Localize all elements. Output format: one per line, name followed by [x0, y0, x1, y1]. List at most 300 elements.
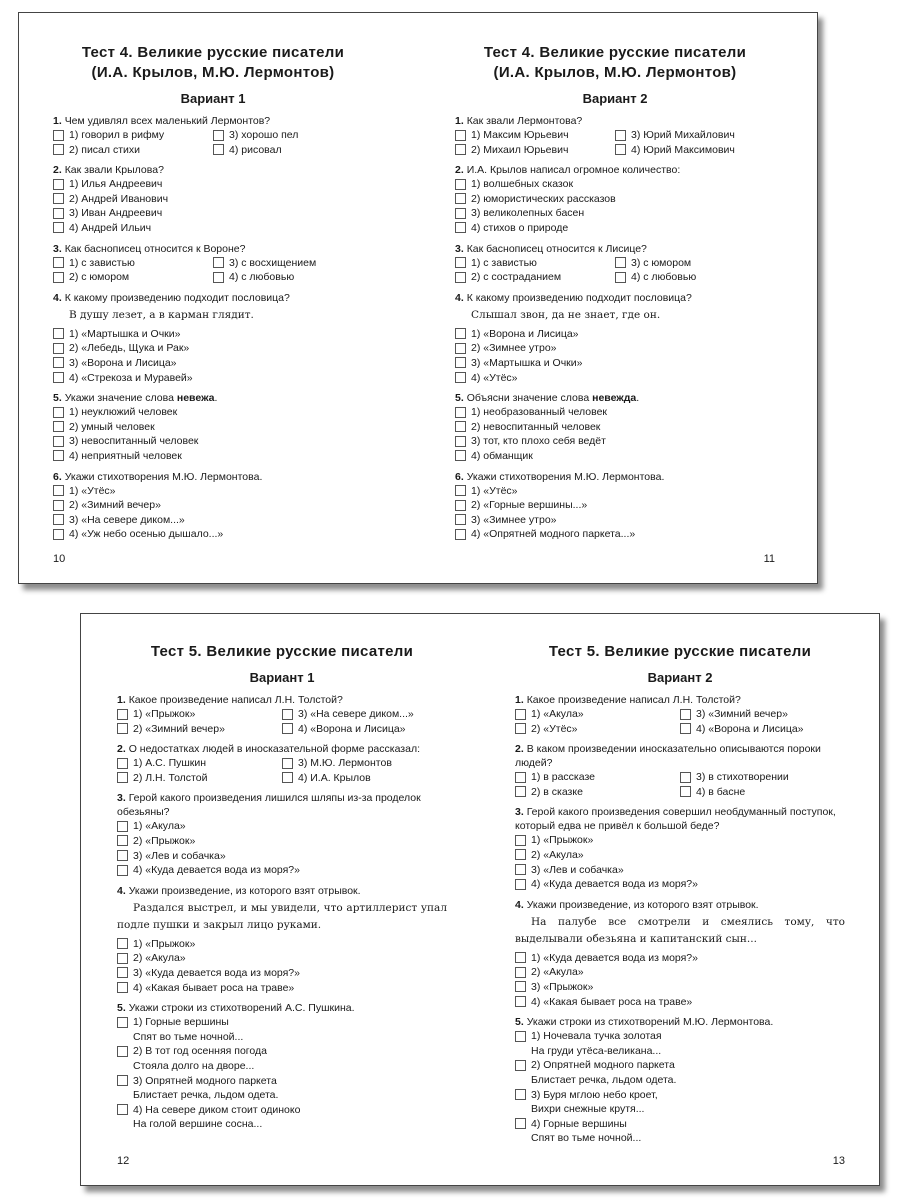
page-title: (И.А. Крылов, М.Ю. Лермонтов): [91, 64, 335, 81]
checkbox[interactable]: [117, 953, 128, 964]
checkbox[interactable]: [455, 272, 466, 283]
question-text: [455, 470, 775, 484]
answer-option[interactable]: [117, 966, 447, 981]
answer-option[interactable]: [515, 1117, 845, 1146]
checkbox[interactable]: [53, 208, 64, 219]
answer-option[interactable]: [53, 143, 213, 158]
answer-option-label: 1) «Куда девается вода из моря?»: [531, 951, 698, 964]
answer-option-label: 3) «Ворона и Лисица»: [69, 356, 177, 369]
question-text: [455, 291, 775, 305]
checkbox[interactable]: [515, 1060, 526, 1071]
answer-options: [117, 707, 447, 736]
answer-option[interactable]: [515, 980, 845, 995]
answer-option[interactable]: [515, 785, 680, 800]
answer-option[interactable]: [117, 1015, 447, 1044]
checkbox[interactable]: [455, 193, 466, 204]
answer-option[interactable]: [515, 995, 845, 1010]
answer-option-label: 4) «Куда девается вода из моря?»: [133, 864, 300, 877]
answer-option[interactable]: [515, 770, 680, 785]
answer-option[interactable]: [455, 221, 775, 236]
checkbox[interactable]: [117, 938, 128, 949]
answer-option[interactable]: [213, 128, 373, 143]
answer-option-label: 3) Буря мглою небо кроет, Вихри снежные крутя...: [531, 1088, 658, 1116]
question-text: [515, 1015, 845, 1029]
answer-option[interactable]: [455, 513, 775, 528]
answer-option-label: 1) с завистью: [69, 256, 135, 269]
checkbox[interactable]: [455, 407, 466, 418]
answer-option[interactable]: [455, 128, 615, 143]
checkbox[interactable]: [455, 328, 466, 339]
question-number: 1.: [53, 115, 62, 127]
question: [455, 391, 775, 463]
answer-option[interactable]: [117, 937, 447, 952]
answer-option-label: 4) Юрий Максимович: [631, 143, 735, 156]
checkbox[interactable]: [455, 357, 466, 368]
answer-option-label: 4) «Куда девается вода из моря?»: [531, 878, 698, 891]
answer-option[interactable]: [53, 527, 373, 542]
answer-option-label: 2) В тот год осенняя погода Стояла долго на дворе...: [133, 1045, 267, 1072]
answer-option[interactable]: [53, 434, 373, 449]
answer-option[interactable]: [117, 834, 447, 849]
answer-options: [53, 128, 373, 157]
checkbox[interactable]: [282, 709, 293, 720]
answer-options: [515, 770, 845, 799]
answer-option-label: 3) «Лев и собачка»: [531, 863, 624, 876]
question-prompt: Какое произведение написал Л.Н. Толстой?: [526, 694, 741, 706]
question-prompt: Как звали Крылова?: [64, 164, 164, 177]
checkbox[interactable]: [615, 272, 626, 283]
question-prompt: Укажи значение слова: [64, 392, 174, 405]
answer-option-label: 2) умный человек: [69, 420, 155, 433]
checkbox[interactable]: [53, 179, 64, 190]
checkbox[interactable]: [117, 850, 128, 861]
answer-option[interactable]: [53, 341, 373, 356]
answer-option[interactable]: [455, 498, 775, 513]
answer-option[interactable]: [117, 707, 282, 722]
answer-option[interactable]: [117, 1074, 447, 1103]
answer-option[interactable]: [515, 965, 845, 980]
question: [117, 884, 447, 995]
answer-option[interactable]: [213, 143, 373, 158]
checkbox[interactable]: [680, 786, 691, 797]
answer-option-label: 1) «Прыжок»: [531, 834, 594, 847]
page-title: Тест 5. Великие русские писатели: [150, 643, 414, 660]
checkbox[interactable]: [117, 758, 128, 769]
variant-heading: Вариант 2: [647, 670, 713, 685]
answer-option[interactable]: [53, 449, 373, 464]
checkbox[interactable]: [53, 450, 64, 461]
answer-option[interactable]: [53, 206, 373, 221]
checkbox[interactable]: [515, 849, 526, 860]
answer-option[interactable]: [455, 327, 775, 342]
checkbox[interactable]: [282, 772, 293, 783]
question-text: [117, 1001, 447, 1015]
checkbox[interactable]: [53, 529, 64, 540]
answer-option[interactable]: [455, 177, 775, 192]
answer-option[interactable]: [117, 863, 447, 878]
question-number: 6.: [455, 470, 464, 483]
checkbox[interactable]: [53, 144, 64, 155]
answer-option-label: 2) писал стихи: [69, 143, 140, 156]
checkbox[interactable]: [515, 981, 526, 992]
question-prompt: В каком произведении иносказательно описываются пороки людей?: [515, 743, 821, 770]
checkbox[interactable]: [213, 130, 224, 141]
answer-option-label: 2) «Зимнее утро»: [471, 342, 557, 355]
answer-option-label: 3) «На севере диком...»: [69, 513, 185, 526]
answer-option[interactable]: [515, 848, 845, 863]
answer-option-label: 3) хорошо пел: [229, 129, 299, 141]
answer-options: [53, 177, 373, 235]
checkbox[interactable]: [515, 835, 526, 846]
page-number: 12: [117, 1155, 130, 1167]
answer-option-label: 2) Андрей Иванович: [69, 192, 169, 205]
answer-options: [515, 951, 845, 1009]
question: [117, 1001, 447, 1132]
question: [53, 470, 373, 542]
answer-option-label: 2) Опрятней модного паркета Блистает речка, льдом одета.: [531, 1059, 677, 1086]
checkbox[interactable]: [615, 257, 626, 268]
question-text: [117, 791, 447, 819]
answer-option[interactable]: [282, 756, 447, 771]
answer-option[interactable]: [515, 863, 845, 878]
question-text: [455, 391, 775, 405]
checkbox[interactable]: [455, 144, 466, 155]
answer-options: [53, 327, 373, 385]
checkbox[interactable]: [117, 1104, 128, 1115]
answer-option-label: 1) необразованный человек: [471, 406, 608, 419]
answer-option[interactable]: [53, 192, 373, 207]
checkbox[interactable]: [455, 450, 466, 461]
highlighted-word: невежа: [176, 392, 215, 405]
answer-option-label: 3) М.Ю. Лермонтов: [298, 757, 392, 770]
answer-option[interactable]: [282, 707, 447, 722]
checkbox[interactable]: [455, 529, 466, 540]
answer-option-label: 4) рисовал: [229, 143, 282, 156]
answer-option[interactable]: [455, 449, 775, 464]
answer-option[interactable]: [53, 405, 373, 420]
checkbox[interactable]: [515, 967, 526, 978]
answer-option-label: 4) «Стрекоза и Муравей»: [69, 371, 193, 384]
answer-option-label: 1) «Ворона и Лисица»: [471, 327, 579, 340]
answer-option-label: 2) «Лебедь, Щука и Рак»: [69, 342, 190, 355]
answer-option[interactable]: [117, 819, 447, 834]
answer-option-label: 3) «На севере диком...»: [298, 708, 414, 720]
question-number: 1.: [515, 694, 524, 706]
answer-option[interactable]: [515, 707, 680, 722]
answer-option[interactable]: [455, 206, 775, 221]
answer-option-label: 4) с любовью: [631, 271, 697, 284]
page-number: 10: [53, 553, 66, 565]
answer-option[interactable]: [455, 356, 775, 371]
checkbox[interactable]: [455, 500, 466, 511]
variant-heading: Вариант 2: [582, 91, 648, 106]
checkbox[interactable]: [455, 372, 466, 383]
checkbox[interactable]: [515, 996, 526, 1007]
variant-heading: Вариант 1: [249, 670, 315, 685]
answer-option[interactable]: [515, 1029, 845, 1058]
question-number: 1.: [117, 694, 126, 706]
checkbox[interactable]: [515, 879, 526, 890]
answer-option-label: 2) Михаил Юрьевич: [471, 143, 569, 156]
question-tail: .: [214, 392, 218, 405]
checkbox[interactable]: [455, 436, 466, 447]
checkbox[interactable]: [455, 514, 466, 525]
answer-option-label: 1) Илья Андреевич: [69, 178, 163, 191]
checkbox[interactable]: [515, 952, 526, 963]
answer-option-label: 1) «Утёс»: [69, 484, 116, 497]
answer-option-label: 2) в сказке: [531, 785, 583, 798]
answer-option[interactable]: [455, 405, 775, 420]
checkbox[interactable]: [680, 709, 691, 720]
answer-option-label: 1) «Прыжок»: [133, 708, 196, 720]
answer-option[interactable]: [117, 756, 282, 771]
answer-options: [53, 484, 373, 542]
checkbox[interactable]: [53, 421, 64, 432]
excerpt-quote: Раздался выстрел, и мы увидели, что артиллерист упал подле пушки и закрыл лицо руками.: [117, 901, 447, 931]
question-text: [53, 470, 373, 484]
answer-option[interactable]: [455, 484, 775, 499]
answer-option-label: 3) с восхищением: [229, 256, 317, 269]
answer-option[interactable]: [117, 1103, 447, 1132]
answer-option-label: 4) в басне: [696, 785, 746, 798]
page-number: 13: [832, 1155, 845, 1167]
answer-option[interactable]: [455, 420, 775, 435]
answer-option[interactable]: [53, 420, 373, 435]
answer-options: [455, 177, 775, 235]
page-title: Тест 4. Великие русские писатели: [483, 44, 747, 61]
answer-options: [117, 756, 447, 785]
question: [117, 742, 447, 785]
checkbox[interactable]: [680, 723, 691, 734]
checkbox[interactable]: [213, 272, 224, 283]
answer-option[interactable]: [117, 1044, 447, 1073]
checkbox[interactable]: [53, 222, 64, 233]
checkbox[interactable]: [515, 772, 526, 783]
answer-option[interactable]: [53, 177, 373, 192]
answer-option[interactable]: [53, 128, 213, 143]
answer-option[interactable]: [680, 722, 845, 737]
answer-option[interactable]: [515, 1088, 845, 1117]
answer-option[interactable]: [615, 256, 775, 271]
answer-option[interactable]: [455, 341, 775, 356]
answer-option-label: 4) «Уж небо осенью дышало...»: [69, 528, 224, 541]
answer-option[interactable]: [53, 356, 373, 371]
question-text: [515, 742, 845, 770]
answer-option-label: 3) «Зимнее утро»: [471, 513, 557, 526]
question-tail: .: [636, 392, 640, 405]
checkbox[interactable]: [515, 1031, 526, 1042]
answer-option[interactable]: [53, 513, 373, 528]
checkbox[interactable]: [53, 436, 64, 447]
page-13: [515, 642, 845, 1185]
checkbox[interactable]: [515, 786, 526, 797]
checkbox[interactable]: [53, 357, 64, 368]
question-number: 2.: [515, 743, 524, 756]
checkbox[interactable]: [117, 967, 128, 978]
checkbox[interactable]: [455, 130, 466, 141]
answer-option[interactable]: [53, 270, 213, 285]
answer-option[interactable]: [282, 722, 447, 737]
answer-option[interactable]: [117, 849, 447, 864]
checkbox[interactable]: [53, 514, 64, 525]
question-number: 3.: [117, 792, 126, 805]
checkbox[interactable]: [53, 328, 64, 339]
answer-option[interactable]: [515, 877, 845, 892]
question-prompt: Герой какого произведения лишился шляпы из-за проделок обезьяны?: [117, 792, 421, 819]
answer-option-label: 2) «Зимний вечер»: [133, 722, 225, 735]
page-title: (И.А. Крылов, М.Ю. Лермонтов): [493, 64, 737, 81]
checkbox[interactable]: [455, 485, 466, 496]
answer-option[interactable]: [455, 371, 775, 386]
answer-option-label: 3) невоспитанный человек: [69, 435, 199, 448]
answer-option-label: 3) с юмором: [631, 256, 692, 269]
answer-option[interactable]: [53, 327, 373, 342]
checkbox[interactable]: [53, 485, 64, 496]
answer-options: [515, 707, 845, 736]
answer-option-label: 4) «Какая бывает роса на траве»: [531, 995, 693, 1008]
question: [515, 898, 845, 1009]
answer-option[interactable]: [680, 785, 845, 800]
answer-option[interactable]: [615, 128, 775, 143]
answer-option[interactable]: [515, 951, 845, 966]
answer-option-label: 1) «Акула»: [133, 820, 186, 833]
checkbox[interactable]: [282, 723, 293, 734]
answer-option[interactable]: [680, 770, 845, 785]
question-text: [455, 242, 775, 256]
question-number: 4.: [455, 291, 464, 304]
checkbox[interactable]: [117, 835, 128, 846]
checkbox[interactable]: [615, 144, 626, 155]
answer-option-label: 3) великолепных басен: [471, 207, 585, 220]
answer-option[interactable]: [53, 221, 373, 236]
question-prompt: Укажи стихотворения М.Ю. Лермонтова.: [466, 470, 665, 483]
answer-options: [53, 405, 373, 463]
answer-option[interactable]: [615, 143, 775, 158]
checkbox[interactable]: [515, 864, 526, 875]
answer-option[interactable]: [515, 833, 845, 848]
question-text: [117, 742, 447, 756]
checkbox[interactable]: [117, 865, 128, 876]
question-prompt: Как звали Лермонтова?: [466, 115, 583, 127]
answer-options: [117, 1015, 447, 1132]
answer-option[interactable]: [117, 722, 282, 737]
answer-options: [455, 128, 775, 157]
checkbox[interactable]: [117, 1075, 128, 1086]
page-12: [117, 642, 447, 1185]
answer-option[interactable]: [455, 256, 615, 271]
answer-options: [455, 256, 775, 285]
answer-option-label: 4) «Опрятней модного паркета...»: [471, 528, 636, 541]
answer-option[interactable]: [455, 143, 615, 158]
answer-option-label: 3) «Прыжок»: [531, 980, 594, 993]
answer-option[interactable]: [53, 498, 373, 513]
checkbox[interactable]: [680, 772, 691, 783]
checkbox[interactable]: [53, 130, 64, 141]
page-10: [53, 43, 373, 583]
checkbox[interactable]: [53, 407, 64, 418]
question-number: 2.: [53, 164, 62, 177]
answer-option[interactable]: [455, 192, 775, 207]
checkbox[interactable]: [117, 723, 128, 734]
checkbox[interactable]: [615, 130, 626, 141]
question: [53, 242, 373, 285]
question-prompt: Укажи строки из стихотворений М.Ю. Лермонтова.: [526, 1016, 774, 1029]
answer-option[interactable]: [53, 484, 373, 499]
answer-option[interactable]: [455, 270, 615, 285]
answer-option-label: 3) «Куда девается вода из моря?»: [133, 966, 300, 979]
spread-test-4: [18, 12, 818, 584]
checkbox[interactable]: [53, 372, 64, 383]
checkbox[interactable]: [117, 982, 128, 993]
answer-option[interactable]: [455, 434, 775, 449]
question-prompt: Чем удивлял всех маленький Лермонтов?: [64, 115, 271, 127]
checkbox[interactable]: [117, 1046, 128, 1057]
checkbox[interactable]: [213, 144, 224, 155]
checkbox[interactable]: [455, 179, 466, 190]
answer-option-label: 4) «Ворона и Лисица»: [298, 722, 406, 735]
answer-option[interactable]: [615, 270, 775, 285]
question-prompt: К какому произведению подходит пословица?: [64, 291, 290, 304]
answer-option-label: 4) с любовью: [229, 271, 295, 284]
answer-option[interactable]: [213, 270, 373, 285]
checkbox[interactable]: [117, 821, 128, 832]
checkbox[interactable]: [455, 343, 466, 354]
checkbox[interactable]: [455, 222, 466, 233]
checkbox[interactable]: [455, 421, 466, 432]
checkbox[interactable]: [515, 1118, 526, 1129]
checkbox[interactable]: [53, 272, 64, 283]
answer-option[interactable]: [515, 1058, 845, 1087]
checkbox[interactable]: [53, 500, 64, 511]
checkbox[interactable]: [117, 709, 128, 720]
checkbox[interactable]: [282, 758, 293, 769]
answer-option-label: 3) Юрий Михайлович: [631, 129, 735, 141]
answer-option-label: 3) Опрятней модного паркета Блистает речка, льдом одета.: [133, 1074, 279, 1102]
checkbox[interactable]: [515, 709, 526, 720]
answer-option[interactable]: [117, 771, 282, 786]
checkbox[interactable]: [455, 208, 466, 219]
answer-option[interactable]: [53, 256, 213, 271]
checkbox[interactable]: [53, 193, 64, 204]
answer-option[interactable]: [53, 371, 373, 386]
checkbox[interactable]: [515, 1089, 526, 1100]
checkbox[interactable]: [53, 257, 64, 268]
question-prompt: Укажи произведение, из которого взят отрывок.: [128, 884, 361, 897]
checkbox[interactable]: [117, 1017, 128, 1028]
answer-option-label: 2) «Прыжок»: [133, 834, 196, 847]
answer-option-label: 4) «Утёс»: [471, 371, 518, 384]
question-text: [53, 391, 373, 405]
answer-options: [53, 256, 373, 285]
checkbox[interactable]: [117, 772, 128, 783]
answer-option[interactable]: [455, 527, 775, 542]
answer-option[interactable]: [213, 256, 373, 271]
answer-option-label: 2) с юмором: [69, 271, 130, 284]
answer-option-label: 3) «Лев и собачка»: [133, 849, 226, 862]
answer-option[interactable]: [117, 981, 447, 996]
answer-option-label: 2) невоспитанный человек: [471, 420, 601, 433]
answer-option[interactable]: [282, 771, 447, 786]
checkbox[interactable]: [455, 257, 466, 268]
answer-option[interactable]: [117, 951, 447, 966]
answer-option[interactable]: [680, 707, 845, 722]
answer-option[interactable]: [515, 722, 680, 737]
checkbox[interactable]: [53, 343, 64, 354]
checkbox[interactable]: [515, 723, 526, 734]
answer-option-label: 1) волшебных сказок: [471, 178, 574, 191]
question-text: [53, 114, 373, 128]
checkbox[interactable]: [213, 257, 224, 268]
